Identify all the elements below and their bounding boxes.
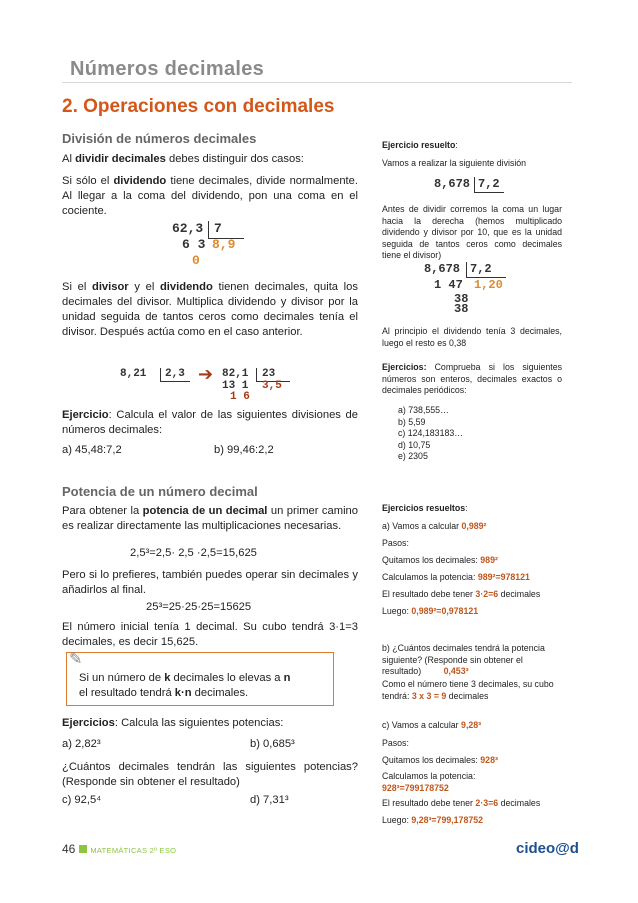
text: : Calcula las siguientes potencias: <box>114 717 284 729</box>
exercise-two-c: c) 92,5⁴ <box>62 794 102 806</box>
text: decimales <box>446 690 489 701</box>
text: Calculamos la potencia: <box>382 771 476 781</box>
text: Quitamos los decimales: <box>382 755 481 765</box>
partial: 6 3 <box>182 237 206 252</box>
power-paragraph-three: El número inicial tenía 1 decimal. Su cubo tendrá 3·1=3 decimales, es decir 15,625. <box>62 621 358 648</box>
text: c) Vamos a calcular <box>382 720 462 730</box>
text: tienen decimales, quita los decimales del divisor. Multiplica dividendo y divisor por la unidad seguida de tantos ceros como decimales tenía el divisor. Después actúa como en el caso anterior. <box>62 281 358 338</box>
equation-one: 2,5³=2,5· 2,5 ·2,5=15,625 <box>130 547 257 559</box>
text-bold: 989² <box>480 555 498 565</box>
text: un primer camino es realizar directamente las multiplicaciones necesarias. <box>62 505 358 532</box>
pencil-note-icon: ✎ <box>69 651 83 668</box>
text-bold: 928³=799178752 <box>382 782 449 793</box>
exercise-three <box>382 362 562 397</box>
division-bar <box>466 262 467 278</box>
division-figure-one <box>172 221 252 277</box>
case-two-paragraph <box>62 280 358 340</box>
solved-exercises-title: Ejercicios resueltos: <box>382 503 468 513</box>
text: debes distinguir dos casos: <box>165 153 304 165</box>
equation-two: 25³=25·25·25=15625 <box>146 601 252 613</box>
text-bold: 2·3=6 <box>475 798 499 808</box>
power-heading: Potencia de un número decimal <box>62 484 258 499</box>
original-divisor: 2,3 <box>165 368 185 380</box>
exercise-one-b: b) 99,46:2,2 <box>214 444 274 456</box>
solved-exercise-intro: Vamos a realizar la siguiente división <box>382 158 527 168</box>
solved-b-line <box>382 643 562 678</box>
right-division-one <box>434 177 514 195</box>
page-footer <box>62 842 176 856</box>
division-intro <box>62 152 358 167</box>
remainder: 38 <box>454 302 469 316</box>
case-one-paragraph <box>62 174 358 219</box>
text: Si sólo el <box>62 175 114 187</box>
text-bold: potencia de un decimal <box>142 505 268 517</box>
quotient: 8,9 <box>212 237 236 252</box>
text-bold: k·n <box>174 687 192 699</box>
exercise-three-list <box>398 405 463 463</box>
division-bar <box>474 177 475 193</box>
divisor: 7 <box>214 221 222 236</box>
remainder: 0 <box>192 253 200 268</box>
text: Calculamos la potencia: <box>382 572 478 582</box>
divisor: 7,2 <box>470 262 492 276</box>
text-bold: Ejercicio resuelto <box>382 140 456 150</box>
page-number: 46 <box>62 842 76 856</box>
text-bold: k <box>164 672 171 684</box>
text: decimales <box>498 589 541 599</box>
solved-c-final <box>382 815 483 827</box>
exercise-one-a: a) 45,48:7,2 <box>62 444 122 456</box>
partial: 38 <box>454 292 469 306</box>
solved-c-remove <box>382 755 498 767</box>
text: Si el <box>62 281 92 293</box>
remainder: 1 6 <box>230 391 250 403</box>
solved-a-remove <box>382 555 498 567</box>
text: Al <box>62 153 76 165</box>
solved-conclusion: Al principio el dividendo tenía 3 decimales, luego el resto es 0,38 <box>382 326 562 348</box>
text: El resultado debe tener <box>382 798 476 808</box>
text: y el <box>128 281 160 293</box>
quotient: 3,5 <box>262 380 282 392</box>
solved-c-compute <box>382 771 475 794</box>
text: decimales lo elevas a <box>170 672 284 684</box>
text: tiene decimales, divide normalmente. Al llegar a la coma del dividendo, pon una coma en el cociente. <box>62 175 358 217</box>
text: Como el número tiene 3 decimales, su cubo tendrá: <box>382 679 554 701</box>
cidead-logo: cideo@d <box>516 840 579 857</box>
text: Luego: <box>382 815 412 825</box>
solved-a-line <box>382 521 486 533</box>
division-heading: División de números decimales <box>62 131 257 146</box>
exercise-two-question: ¿Cuántos decimales tendrán las siguientes potencias? (Responde sin obtener el resultado) <box>62 761 358 788</box>
text-bold: 0,989²=0,978121 <box>411 606 479 616</box>
list-item: a) 738,555… <box>398 405 449 415</box>
text-bold: Ejercicios resueltos <box>382 503 466 513</box>
division-bar <box>208 221 209 239</box>
solved-c-line <box>382 720 481 732</box>
green-square-icon <box>79 845 87 853</box>
section-title: 2. Operaciones con decimales <box>62 96 335 117</box>
power-intro <box>62 504 358 534</box>
right-division-two <box>424 262 524 318</box>
dividend: 8,678 <box>434 177 471 191</box>
text-bold: 9,28³ <box>461 720 482 730</box>
text: decimales. <box>191 687 249 699</box>
text-bold: 3·2=6 <box>475 589 499 599</box>
arrow-right-icon: ➔ <box>198 364 214 384</box>
text-bold: 0,989² <box>461 521 487 531</box>
dividend: 62,3 <box>172 221 204 236</box>
text-bold: 0,453³ <box>443 666 469 676</box>
text: El resultado debe tener <box>382 589 476 599</box>
division-bar <box>160 381 190 382</box>
quotient: 1,20 <box>474 278 503 292</box>
solved-c-result <box>382 798 540 810</box>
text-bold: 9,28³=799,178752 <box>411 815 484 825</box>
solved-a-final <box>382 606 478 618</box>
division-figure-two <box>120 364 300 404</box>
rule-note-text <box>79 671 290 701</box>
text: a) Vamos a calcular <box>382 521 462 531</box>
footer-subject: MATEMÁTICAS 2º ESO <box>90 846 177 855</box>
exercise-two-a: a) 2,82³ <box>62 738 101 750</box>
divisor: 7,2 <box>478 177 500 191</box>
partial: 1 47 <box>434 278 463 292</box>
solved-a-steps: Pasos: <box>382 538 409 548</box>
text: Luego: <box>382 606 412 616</box>
exercise-two-d: d) 7,31³ <box>250 794 289 806</box>
text-bold: n <box>283 672 291 684</box>
text-bold: dividir decimales <box>75 153 166 165</box>
list-item: c) 124,183183… <box>398 428 464 438</box>
text-bold: 989²=978121 <box>477 572 530 582</box>
text: Si un número de <box>79 672 165 684</box>
solved-b-answer <box>382 679 562 702</box>
original-dividend: 8,21 <box>120 368 147 380</box>
solved-c-steps: Pasos: <box>382 738 409 748</box>
exercise-label: Ejercicios <box>62 717 115 729</box>
dividend: 8,678 <box>424 262 461 276</box>
header-divider <box>62 82 572 83</box>
text-bold: divisor <box>91 281 129 293</box>
text: Quitamos los decimales: <box>382 555 481 565</box>
text: decimales <box>498 798 541 808</box>
rule-note-box <box>66 652 334 706</box>
exercise-two <box>62 716 358 731</box>
list-item: b) 5,59 <box>398 416 426 427</box>
division-bar <box>474 192 504 193</box>
solved-a-compute <box>382 572 530 584</box>
text: Para obtener la <box>62 505 143 517</box>
text-bold: dividendo <box>113 175 167 187</box>
new-dividend: 82,1 <box>222 368 249 380</box>
text: : Calcula el valor de las siguientes divisiones de números decimales: <box>62 409 358 436</box>
exercise-two-b: b) 0,685³ <box>250 738 295 750</box>
new-divisor: 23 <box>262 368 276 380</box>
text: b) ¿Cuántos decimales tendrá la potencia siguiente? (Responde sin obtener el resultado) <box>382 643 545 676</box>
division-bar <box>256 368 257 382</box>
exercise-label: Ejercicio <box>62 409 109 421</box>
solved-explanation: Antes de dividir corremos la coma un lugar hacia la derecha (hemos multiplicado dividendo y divisor por 10, que es la unidad seguida de tantos ceros como decimales tiene el divisor) <box>382 204 562 260</box>
text: Comprueba si los siguientes números son enteros, decimales exactos o decimales periódicos: <box>382 362 562 395</box>
text-bold: dividendo <box>159 281 213 293</box>
solved-exercise-title: Ejercicio resuelto: <box>382 140 458 150</box>
page-title: Números decimales <box>70 58 265 80</box>
division-bar <box>160 368 161 382</box>
solved-a-result <box>382 589 540 601</box>
exercise-one <box>62 408 358 438</box>
power-paragraph-two: Pero si lo prefieres, también puedes operar sin decimales y añadirlos al final. <box>62 569 358 596</box>
exercise-label: Ejercicios: <box>382 362 427 372</box>
partial: 13 1 <box>222 380 249 392</box>
list-item: e) 2305 <box>398 451 428 461</box>
text-bold: 928³ <box>480 755 498 765</box>
text: el resultado tendrá <box>79 687 175 699</box>
text-bold: 3 x 3 = 9 <box>411 690 447 701</box>
list-item: d) 10,75 <box>398 439 431 450</box>
